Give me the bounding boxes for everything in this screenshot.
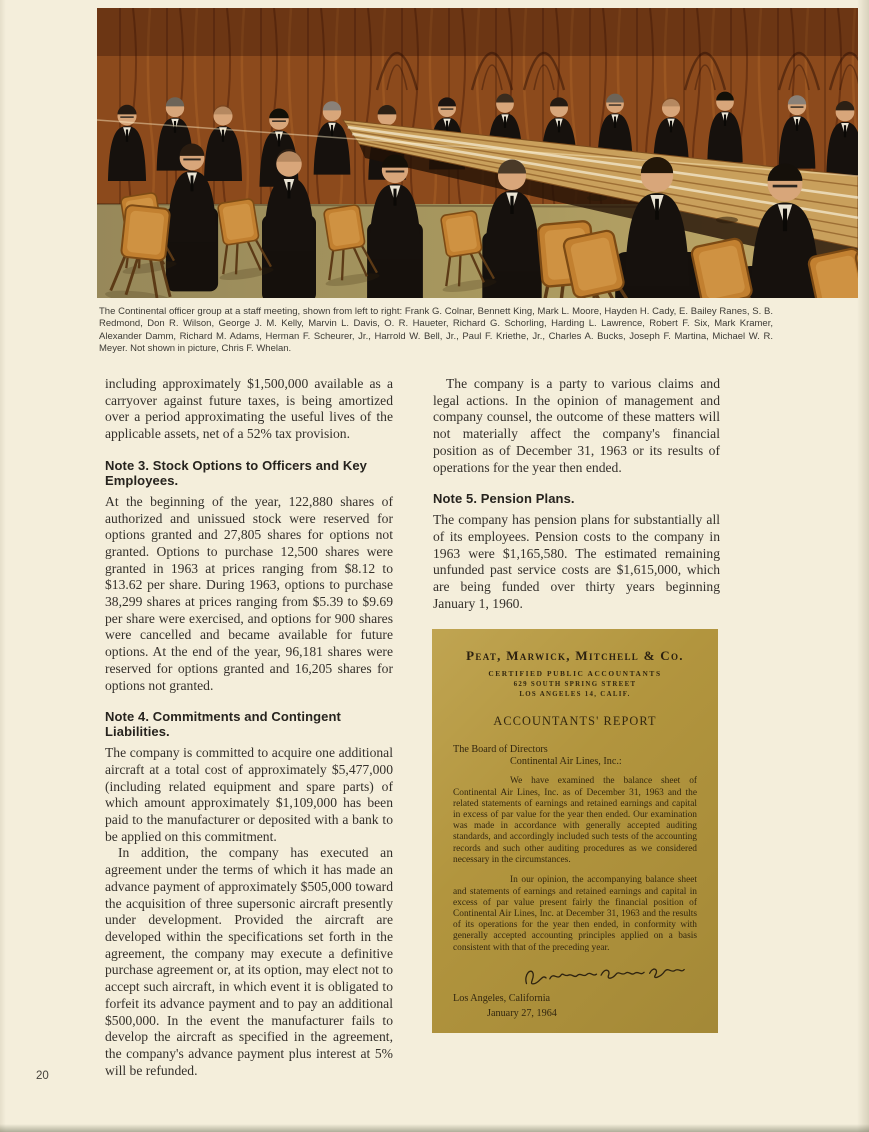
- report-addressee: [453, 744, 697, 768]
- note4-paragraph-1: The company is committed to acquire one additional aircraft at a total cost of approximately $5,477,000 (including related equipment and spare parts) of which amount approximately $1,109,000 has been paid to the manufacturer or deposited with a bank to be applied on this commitment.: [105, 745, 393, 844]
- note4-paragraph-2: In addition, the company has executed an agreement under the terms of which it has made an advance payment of approximately $505,000 toward the acquisition of three supersonic aircraft presently under development. Provided the aircraft are developed within the specifications set forth in the agreement, the company may execute a definitive purchase agreement or, at its option, may elect not to accept such aircraft, in which event it is obligated to forfeit its advance payment and to pay an additional $500,000. In the event the manufacturer fails to develop the aircraft as specified in the agreement, the company's advance payment plus interest at 5% will be refunded.: [105, 845, 393, 1078]
- firm-subtitle: CERTIFIED PUBLIC ACCOUNTANTS: [488, 669, 662, 679]
- note5-heading: Note 5. Pension Plans.: [433, 491, 575, 507]
- firm-name: Peat, Marwick, Mitchell & Co.: [466, 648, 684, 664]
- page-number: 20: [36, 1070, 49, 1082]
- scan-edge-bottom: [0, 1124, 869, 1132]
- firm-address-line1: 629 SOUTH SPRING STREET: [513, 681, 637, 689]
- photo-caption: The Continental officer group at a staff meeting, shown from left to right: Frank G. Colnar, Bennett King, Mark L. Moore, Hayden H. Cady, E. Bailey Ranes, S. B. Redmond, Don R. Wilson, George J. M. Kelly, Marvin L. Davis, O. R. Haueter, Richard G. Schorling, Harding L. Lawrence, Robert F. Six, Mark Kramer, Alexander Damm, Richard M. Adams, Herman F. Scheurer, Jr., Harrold W. Bell, Jr., Paul F. Kriethe, Jr., Charles A. Bucks, Joseph F. Martina, Michael W. R. Meyer. Not shown in picture, Chris F. Whelan.: [99, 306, 773, 355]
- report-paragraph-1: We have examined the balance sheet of Continental Air Lines, Inc. as of December 31, 1963 and the related statements of earnings and retained earnings and capital in excess of par value for the year then ended. Our examination was made in accordance with generally accepted auditing standards, and accordingly included such tests of the accounting records and such other auditing procedures as we considered necessary in the circumstances.: [453, 776, 697, 865]
- left-column: [105, 376, 393, 1079]
- addressee-line1: The Board of Directors: [453, 744, 548, 756]
- note4-heading: Note 4. Commitments and Contingent Liabilities.: [105, 709, 341, 740]
- note5-body: The company has pension plans for substantially all of its employees. Pension costs to the company in 1963 were $1,165,580. The estimated remaining unfunded past service costs are $1,615,000, which are being funded over thirty years beginning January 1, 1960.: [433, 512, 720, 611]
- scan-edge-left: [0, 0, 6, 1132]
- report-paragraph-2: In our opinion, the accompanying balance sheet and statements of earnings and retained earnings and capital in excess of par value present fairly the financial position of Continental Air Lines, Inc. at December 31, 1963 and the results of its operations for the year then ended, in conformity with generally accepted accounting principles applied on a basis consistent with that of the preceding year.: [453, 875, 697, 953]
- scan-edge-right: [857, 0, 869, 1132]
- signature-peat-marwick-mitchell: [513, 963, 693, 991]
- officer-group-photo: [97, 8, 858, 298]
- report-title: ACCOUNTANTS' REPORT: [493, 714, 657, 729]
- intro-paragraph: including approximately $1,500,000 available as a carryover against future taxes, is being amortized over a period approximating the useful lives of the applicable assets, net of a 52% tax provision.: [105, 376, 393, 442]
- note3-heading: Note 3. Stock Options to Officers and Key Employees.: [105, 457, 367, 488]
- report-city-line: Los Angeles, California: [453, 993, 551, 1005]
- boardroom-scene: [97, 8, 858, 298]
- claims-paragraph: The company is a party to various claims and legal actions. In the opinion of management and company counsel, the outcome of these matters will not materially affect the company's financial position as of December 31, 1963 or its results of operations for the year then ended.: [433, 376, 720, 475]
- accountants-report-box: [432, 629, 718, 1033]
- addressee-line2: Continental Air Lines, Inc.:: [510, 756, 622, 768]
- firm-address-line2: LOS ANGELES 14, CALIF.: [519, 691, 631, 699]
- note3-body: At the beginning of the year, 122,880 shares of authorized and unissued stock were reserved for options granted and 27,805 shares for options not granted. Options to purchase 12,500 shares were granted in 1963 at prices ranging from $8.12 to $13.62 per share. During 1963, options to purchase 38,299 shares at prices ranging from $5.39 to $9.69 per share were exercised, and options for 900 shares were cancelled and became available for future options. At the end of the year, 96,181 shares were reserved for options granted and 16,205 shares for options not granted.: [105, 493, 393, 693]
- right-column: [433, 376, 720, 1079]
- report-date-line: January 27, 1964: [487, 1007, 557, 1019]
- notes-text-block: [105, 376, 720, 1079]
